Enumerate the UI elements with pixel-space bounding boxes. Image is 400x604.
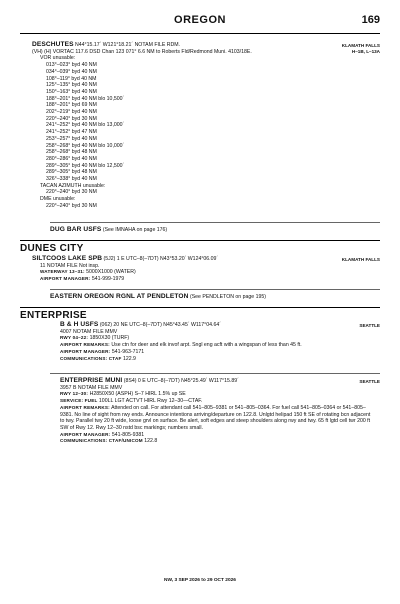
region-label: SEATTLE (359, 379, 380, 384)
vor-unusable: VOR unusable: (40, 55, 76, 62)
restriction-item: 013°–023° byd 40 NM (46, 62, 97, 69)
tacan-unusable: TACAN AZIMUTH unusable: (40, 182, 106, 189)
state-title: OREGON (174, 14, 226, 26)
dug-bar-entry (20, 227, 380, 234)
restriction-item: 202°–219° byd 40 NM (46, 109, 97, 116)
entry-name: ENTERPRISE MUNI (60, 377, 123, 384)
waterway-label: WATERWAY 13–31: (40, 269, 85, 275)
restriction-item: 125°–135° byd 40 NM (46, 82, 97, 89)
manager-label: AIRPORT MANAGER: (40, 276, 91, 282)
section-rule (20, 240, 380, 241)
restriction-item: 108°–119° byd 40 NM (46, 75, 97, 82)
restriction-item: 258°–268° byd 40 NM blo 10,000´ (46, 142, 125, 149)
siltcoos-entry (20, 256, 380, 283)
runway-label: RWY 04–22: (60, 335, 89, 341)
cross-ref: (See IMNAHA on page 176) (102, 227, 168, 233)
waterway-value: 5000X1000 (WATER) (86, 269, 136, 276)
restriction-item: 289°–305° byd 48 NM (46, 169, 97, 176)
comm-value: 122.8 (144, 438, 158, 445)
city-heading: DUNES CITY (20, 243, 84, 254)
notam-line: 11 NOTAM FILE Not insp. (40, 262, 100, 269)
section-rule (20, 307, 380, 308)
eastern-oregon-entry (20, 294, 380, 301)
entry-name: DUG BAR USFS (50, 226, 102, 233)
divider (50, 373, 380, 374)
restriction-item: 150°–163° byd 40 NM (46, 88, 97, 95)
entry-name: SILTCOOS LAKE SPB (32, 255, 103, 262)
details: (8S4) 0 E UTC–8(–7DT) N45°25.49´ W117°15.89´ (123, 378, 239, 384)
runway-value: 1850X30 (TURF) (89, 335, 130, 342)
page-number: 169 (361, 14, 380, 26)
manager-value: 541-805-9381 (111, 431, 145, 438)
bh-entry (20, 322, 380, 362)
region-label: KLAMATH FALLS (341, 43, 380, 48)
remarks-label: AIRPORT REMARKS: (60, 342, 110, 348)
restriction-item: 241°–252° byd 47 NM (46, 129, 97, 136)
remarks-label: AIRPORT REMARKS: (60, 404, 110, 410)
manager-label: AIRPORT MANAGER: (60, 431, 111, 437)
restriction-item: 188°–201° byd 40 NM blo 10,500´ (46, 95, 125, 102)
notam-line: 4007 NOTAM FILE MMV (60, 328, 118, 335)
tacan-item: 220°–240° byd 30 NM (46, 189, 97, 196)
entry-name: DESCHUTES (32, 41, 74, 48)
restriction-item: 258°–268° byd 48 NM (46, 149, 97, 156)
restriction-item: 241°–252° byd 40 NM blo 13,000´ (46, 122, 125, 129)
header-rule (20, 33, 380, 34)
dme-item: 220°–240° byd 30 NM (46, 202, 97, 209)
restriction-item: 034°–039° byd 40 NM (46, 68, 97, 75)
divider (50, 222, 380, 223)
remarks-value: Use ctn for deer and elk invof arpt. Sngl eng acft with a wingspan of less than 45 ft. (111, 342, 302, 349)
page-header (20, 14, 380, 34)
restriction-item: 188°–201° byd 69 NM (46, 102, 97, 109)
restriction-list (20, 62, 380, 183)
fuel-label: FUEL (84, 398, 98, 404)
manager-value: 541-963-7171 (111, 348, 145, 355)
manager-value: 541-999-1979 (91, 276, 125, 283)
comm-label: COMMUNICATIONS: CTAF/UNICOM (60, 438, 143, 444)
chart-ref: H–1B, L–13A (351, 49, 380, 54)
entry-name: B & H USFS (60, 321, 99, 328)
service-value: 100LL LGT ACTVT HIRL Rwy 12–30—CTAF. (98, 398, 203, 405)
comm-label: COMMUNICATIONS: CTAF (60, 355, 122, 361)
page-footer: NW, 3 SEP 2026 to 29 OCT 2026 (164, 578, 236, 583)
entry-name: EASTERN OREGON RGNL AT PENDLETON (50, 293, 189, 300)
coords: N44°15.17´ W121°18.21´ (75, 42, 134, 48)
details: (5J2) 1 E UTC–8(–7DT) N43°53.20´ W124°06.09´ (103, 256, 219, 262)
notam: NOTAM FILE RDM. (134, 42, 181, 48)
region-label: SEATTLE (359, 323, 380, 328)
remarks-block (20, 405, 380, 432)
manager-label: AIRPORT MANAGER: (60, 348, 111, 354)
notam-line: 3957 B NOTAM FILE MMV (60, 384, 123, 391)
deschutes-entry (20, 42, 380, 210)
runway-label: RWY 12–30: (60, 391, 89, 397)
runway-value: H2850X50 (ASPH) S–7 HIRL 1.5% up SE (89, 391, 186, 398)
deschutes-region (342, 43, 380, 55)
cross-ref: (See PENDLETON on page 195) (189, 294, 266, 300)
comm-value: 122.9 (122, 355, 136, 362)
service-label: SERVICE: (60, 398, 84, 404)
muni-entry (20, 378, 380, 445)
remarks-value: Attended on call. For attendant call 541–805–9381 or 541–805–0364. For fuel call 541–805–0364 or 541–805–9381. No line of sight from rwy ends. Announce intentions arriving/departure on 122.8. Unlgtd helipad 150 ft SE of rotating bcn adjacent to twy. Parallel twy 20 ft wide, loose grvl on surface. Be alert, soft edges and steep shoulders along rwy and twy. 65 ft lgtd cell twr 200 ft SW of Rwy 12. Rwy 12–30 nstd bsc markings; numbers small. (60, 404, 371, 431)
restriction-item: 220°–240° byd 30 NM (46, 115, 97, 122)
region-label: KLAMATH FALLS (341, 257, 380, 262)
city-heading: ENTERPRISE (20, 310, 87, 321)
dme-unusable: DME unusable: (40, 196, 76, 203)
details: (062) 20 NE UTC–8(–7DT) N45°43.45´ W117°04.64´ (99, 322, 221, 328)
restriction-item: 289°–305° byd 40 NM blo 12,500´ (46, 162, 125, 169)
restriction-item: 253°–257° byd 40 NM (46, 135, 97, 142)
divider (50, 289, 380, 290)
restriction-item: 280°–286° byd 40 NM (46, 155, 97, 162)
restriction-item: 326°–338° byd 40 NM (46, 176, 97, 183)
vortac-line: (VH) (H) VORTAC 117.6 DSD Chan 123 071° 6.6 NM to Roberts Fld/Redmond Muni. 4103/18E. (32, 48, 252, 55)
